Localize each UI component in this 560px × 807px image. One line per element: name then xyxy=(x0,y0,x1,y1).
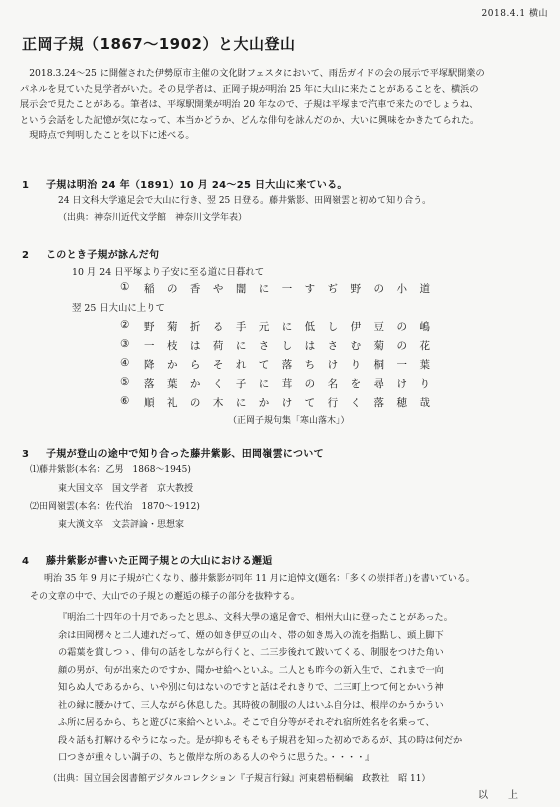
closing-mark: 以上 xyxy=(478,790,538,801)
quote-line: 口つきが重々しい調子の、ちと傲岸な所のある人のやうに思うた。・・・・』 xyxy=(58,752,375,763)
poem-number: ② xyxy=(120,319,130,331)
intro-line: パネルを見ていた見学者がいた。その見学者は、正岡子規が明治 25 年に大山に来たことがあることを、横浜の xyxy=(20,83,479,95)
quote-line: 段々話も打解けるやうになった。是が抑もそもそも子規君を知った初めであるが、其の時は何だか xyxy=(58,734,463,746)
section-number: 2 xyxy=(22,250,30,261)
section-3-heading xyxy=(22,445,324,460)
poem-number: ④ xyxy=(120,357,130,369)
quote-line: 『明治二十四年の十月であったと思ふ、文科大學の遠足會で、相州大山に登ったことがあった。 xyxy=(58,612,453,623)
section-1-heading xyxy=(22,176,348,191)
section-1-line: 24 日文科大学遠足会で大山に行き、翌 25 日登る。藤井紫影、田岡嶺雲と初めて知り合う。 xyxy=(58,196,432,206)
poem-1 xyxy=(120,281,430,296)
poem-4 xyxy=(120,357,430,372)
quote-line: ふ所に居るから、ちと遊びに來給へといふ。そこで自分等がそれぞれ宿所姓名を名乗って、 xyxy=(58,717,435,728)
poem-number: ③ xyxy=(120,338,130,350)
person-1-name: ⑴藤井紫影(本名：乙男 1868～1945) xyxy=(30,465,191,475)
quote-line: 社の縁に腰かけて、三人ながら休息した。其時彼の制服の人はいふ自分は、根岸のかうかうい xyxy=(58,699,444,711)
person-2-name: ⑵田岡嶺雲(本名：佐代治 1870～1912) xyxy=(30,502,200,512)
section-2-heading xyxy=(22,246,159,261)
poem-2 xyxy=(120,319,430,334)
section-number: 4 xyxy=(22,556,30,567)
date-author: 2018.4.1 横山 xyxy=(481,9,548,19)
quote-line: 顔の男が、句が出來たのですか、聞かせ給へといふ。二人とも昨今の新入生で、これまで一向 xyxy=(58,664,444,676)
quote-line: 余は田岡楞々と二人連れだって、煙の如き伊豆の山々、帯の如き馬入の流を指點し、頭上脚下 xyxy=(58,629,444,641)
poem-number: ⑤ xyxy=(120,376,130,388)
person-1-profile: 東大国文卒 国文学者 京大教授 xyxy=(58,484,194,494)
poem-3 xyxy=(120,338,430,353)
quote-line: の霜葉を賞しつゝ、俳句の話をしながら行くと、二三步後れて跛いてくる、制服をつけた角い xyxy=(58,647,444,658)
poem-text: 順 礼 の 木 に か け て 行 く 落 穂 哉 xyxy=(144,397,430,409)
section-heading-text: 藤井紫影が書いた正岡子規との大山における邂逅 xyxy=(46,556,273,567)
poem-5 xyxy=(120,376,430,391)
section-4-heading xyxy=(22,552,273,567)
section-4-line: 明治 35 年 9 月に子規が亡くなり、藤井紫影が同年 11 月に追悼文(題名：「多くの崇拝者」)を書いている。 xyxy=(44,574,475,584)
section-heading-text: このとき子規が詠んだ句 xyxy=(46,250,160,261)
intro-line: 現時点で判明したことを以下に述べる。 xyxy=(29,130,195,142)
intro-line: 展示会で見たことがある。筆者は、平塚駅開業が明治 20 年なので、子規は平塚まで汽車で来たのでしょうね、 xyxy=(20,99,479,111)
intro-line: という会話をした記憶が気になって、本当かどうか、どんな俳句を詠んだのか、大いに興味をかきたてられた。 xyxy=(20,114,480,126)
section-heading-text: 子規は明治 24 年（1891）10 月 24～25 日大山に来ている。 xyxy=(46,180,348,191)
poem-6 xyxy=(120,395,430,410)
poem-intro-1: 10 月 24 日平塚より子安に至る道に日暮れて xyxy=(72,267,265,278)
poem-text: 一 枝 は 荷 に さ し は さ む 菊 の 花 xyxy=(144,340,430,352)
poem-text: 野 菊 折 る 手 元 に 低 し 伊 豆 の 嶋 xyxy=(144,321,430,333)
intro-line: 2018.3.24～25 に開催された伊勢原市主催の文化財フェスタにおいて、雨岳ガイドの会の展示で平塚駅開業の xyxy=(29,68,485,79)
poem-number: ⑥ xyxy=(120,395,130,407)
section-number: 1 xyxy=(22,180,30,191)
quoted-passage xyxy=(58,609,528,767)
poem-text: 降 か ら そ れ て 落 ち け り 桐 一 葉 xyxy=(144,359,430,371)
poem-text: 落 葉 か く 子 に 茸 の 名 を 尋 け り xyxy=(144,378,430,390)
intro-paragraph xyxy=(20,66,550,144)
poem-text: 稲 の 香 や 闇 に 一 す ぢ 野 の 小 道 xyxy=(144,283,430,295)
section-1-source: （出典：神奈川近代文学館 神奈川文学年表） xyxy=(58,213,248,223)
section-heading-text: 子規が登山の途中で知り合った藤井紫影、田岡嶺雲について xyxy=(46,449,324,460)
poem-source: （正岡子規句集「寒山落木」） xyxy=(228,416,350,426)
page-title: 正岡子規（1867～1902）と大山登山 xyxy=(22,35,296,53)
section-4-line: その文章の中で、大山での子規との邂逅の様子の部分を抜粋する。 xyxy=(30,592,300,602)
quote-line: 知らぬ人であるから、いや別に句はないのですと話はそれきりで、二三町上つて何とかいう神 xyxy=(58,682,444,693)
poem-intro-2: 翌 25 日大山に上りて xyxy=(72,303,165,314)
section-number: 3 xyxy=(22,449,30,460)
quote-source: （出典：国立国会図書館デジタルコレクション『子規言行録』河東碧梧桐編 政教社 昭 11） xyxy=(48,774,431,784)
poem-number: ① xyxy=(120,281,130,293)
person-2-profile: 東大漢文卒 文芸評論・思想家 xyxy=(58,520,185,530)
